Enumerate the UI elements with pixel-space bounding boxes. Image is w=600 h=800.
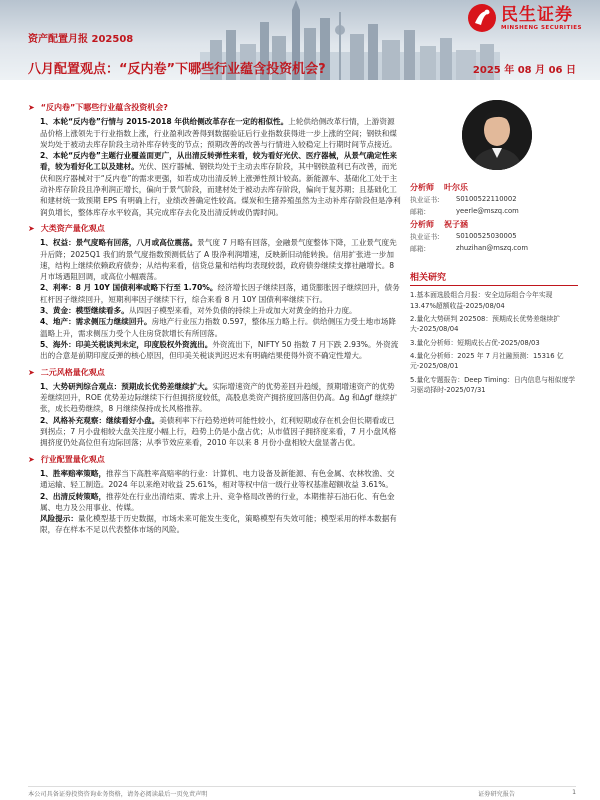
analyst-photo (462, 100, 532, 170)
analyst-email-link[interactable]: yeerle@mszq.com (456, 206, 519, 215)
report-series-label: 资产配置月报 202508 (28, 34, 134, 45)
page-footer (28, 786, 576, 798)
arrow-icon: ➤ (28, 454, 35, 464)
risk-warning-paragraph: 风险提示：量化模型基于历史数据，市场未来可能发生变化，策略模型有失效可能；模型采用的样本数据有限，存在样本不足以代表整体市场的风险。 (40, 514, 397, 535)
body-paragraph: 1、权益：景气度略有回落，八月或高位震荡。景气度 7 月略有回落，金融景气度整体下降，工业景气度先升后降；2025Q1 我们的景气度指数预测低估了 A 股净利润增速，反映新旧动能转换。信用扩张进一步加速，结构上继续依赖政府债券；从结构来看，信贷总量和结构均表现较弱，政府债券继续支撑社融增长。8 月市场遇阻回调，或高位小幅震荡。 (40, 238, 397, 282)
section-heading: ➤ “反内卷”下哪些行业蕴含投资机会? (28, 103, 168, 112)
logo-mark-icon (467, 3, 497, 33)
body-paragraph: 2、风格补充观察：继续看好小盘。美债利率下行趋势逆转可能性较小，红利短期或存在机会但长期看或已到拐点；7 月小盘相较大盘关注度小幅上行，趋势上仍是小盘占优；从市值因子拥挤度来看，7 月小盘风格拥挤度仍处高位但有边际回落；从季节效应来看，2010 年以来 8 月份小盘相较大盘显著占优。 (40, 415, 397, 448)
body-paragraph: 1、大势研判综合观点：预期成长优势差继续扩大。实际增速资产的优势差回升趋缓，预期增速资产的优势差继续回升，ROE 优势差边际继续下行但拥挤度较低，高股息类资产拥挤度回落但仍高。Δg 和Δgf 继续扩张，成长趋势继续，8 月继续保持成长风格推荐。 (40, 381, 398, 414)
analyst-portrait-image (462, 100, 532, 170)
footer-doc-type: 证券研究报告 (478, 791, 516, 798)
body-paragraph: 3、黄金：模型继续看多。从四因子模型来看，对外负债的持续上升或加大对黄金的抬升力度。 (40, 306, 357, 316)
cert-number: S0100522110002 (456, 195, 517, 204)
analyst-role: 分析师 (410, 220, 434, 230)
report-title: 八月配置观点：“反内卷”下哪些行业蕴含投资机会? (28, 62, 326, 77)
related-report-link[interactable]: 2.量化大势研判 202508：预期成长优势差继续扩大-2025/08/04 (410, 314, 561, 334)
report-date: 2025 年 08 月 06 日 (472, 65, 576, 76)
logo-chinese-text: 民生证券 (501, 4, 573, 25)
section-heading: ➤ 大类资产量化观点 (28, 223, 105, 233)
body-paragraph: 2、利率：8 月 10Y 国债利率或略下行至 1.70%。经济增长因子继续回落，通货膨胀因子继续回升，债务杠杆因子继续回升，短期利率因子继续下行，综合来看 8 月 10Y 国债利率继续下行。 (40, 283, 400, 304)
analyst-email-link[interactable]: zhuzihan@mszq.com (456, 243, 528, 252)
body-paragraph: 2、出清反转策略，推荐处在行业出清结束、需求上升、竞争格局改善的行业，本期推荐石油石化、有色金属、电力及公用事业、传媒。 (40, 491, 395, 512)
page-number: 1 (572, 789, 576, 796)
analyst-name: 叶尔乐 (444, 183, 468, 193)
cert-label: 执业证书: (410, 233, 440, 242)
related-report-link[interactable]: 4.量化分析师：2025 年 7 月社融预测：15316 亿元-2025/08/01 (410, 351, 564, 371)
body-paragraph: 1、胜率赔率策略，推荐当下高胜率高赔率的行业：计算机、电力设备及新能源、有色金属、农林牧渔、交通运输、轻工制造。2024 年以来绝对收益 25.61%，相对等权中信一级行业等权基准超额收益 3.61%。 (40, 468, 395, 490)
analyst-card (410, 219, 578, 254)
logo-english-text: MINSHENG SECURITIES (501, 24, 582, 31)
related-report-link[interactable]: 1.基本面选股组合月报：安全边际组合今年实现 13.47%超额收益-2025/08/04 (410, 291, 553, 310)
body-paragraph: 4、地产：需求侧压力继续回升。房地产行业压力指数 0.597，整体压力略上行。供给侧压力受土地市场降温略上升，需求侧压力受个人住房贷款增长有所回落。 (40, 317, 396, 338)
analyst-role: 分析师 (410, 183, 434, 193)
body-paragraph: 1、本轮“反内卷”行情与 2015-2018 年供给侧改革存在一定的相似性。上轮供给侧改革行情，上游资源品价格上涨领先于行业指数上涨，行业盈利改善得到数据验证后行业指数获得进一步上涨的空间；钢铁和煤炭均处于被动去库存阶段主动补库存转变的节点；预期改善的改善与行情进入较稳定上行期时间节点接近。 (40, 117, 397, 149)
related-research-heading: 相关研究 (410, 270, 578, 286)
cert-number: S0100525030005 (456, 232, 517, 241)
header-banner (0, 0, 600, 80)
related-research-list (410, 290, 578, 398)
related-report-link[interactable]: 3.量化分析师：短期成长占优-2025/08/03 (410, 338, 540, 347)
section-heading: ➤ 行业配置量化观点 (28, 454, 105, 464)
related-report-link[interactable]: 5.量化专题报告：Deep Timing：日内信息与相似度学习驱动择时-2025/07/31 (410, 375, 576, 395)
cert-label: 执业证书: (410, 196, 440, 205)
body-paragraph: 5、海外：印美关税谈判未定，印度股权外资流出。外资流出下，NIFTY 50 指数 7 月下跌 2.93%。外资流出的合意是前期印度反弹的核心原因，但印美关税谈判迟迟未有明确结果使得外资不确定性增大。 (40, 339, 399, 361)
arrow-icon: ➤ (28, 367, 35, 377)
analyst-name: 祝子涵 (444, 220, 468, 230)
section-heading: ➤ 二元风格量化观点 (28, 367, 105, 377)
footer-disclaimer: 本公司具备证券投资咨询业务资格，请务必阅读最后一页免责声明 (28, 791, 208, 798)
report-body (28, 100, 402, 536)
email-label: 邮箱: (410, 207, 426, 216)
email-label: 邮箱: (410, 244, 426, 253)
body-paragraph: 2、本轮“反内卷”主题行业覆盖面更广，从出清反转弹性来看，较为看好光伏、医疗器械，从景气确定性来看，较为看好化工以及建材。光伏、医疗器械、钢铁均处于主动去库存阶段，其中钢铁盈利已有改善，而光伏和医疗器械对于“反内卷”的需求更强，如若成功出清反转上涨弹性预计较高。新能源车、基础化工处于主动补库存阶段且净利润正增长，偏向于景气阶段，而建材处于被动去库存阶段，偏向于复苏期；且基础化工和建材统一致预期 EPS 有明确上行，业绩改善确定性较高。煤炭和生猪养殖虽然为主动补库存阶段但是净利润负增长，整体库存水平较高，其完成库存去化及出清反转或仍需时间。 (40, 151, 401, 217)
arrow-icon: ➤ (28, 103, 35, 112)
arrow-icon: ➤ (28, 223, 35, 233)
analyst-card (410, 182, 578, 217)
company-logo (467, 3, 582, 33)
